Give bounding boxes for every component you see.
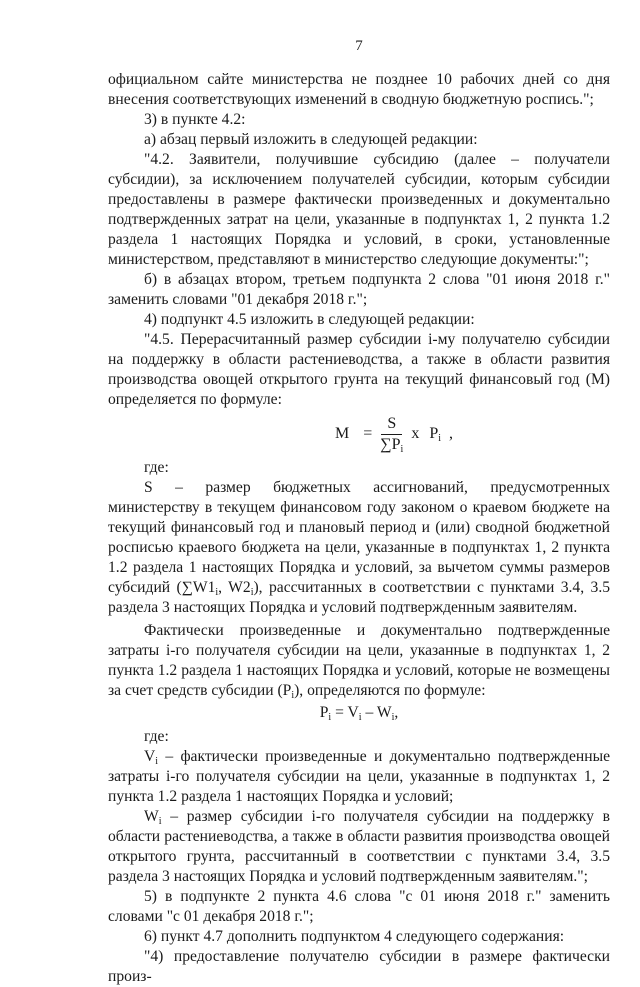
formula-eq: = — [363, 425, 373, 442]
paragraph-w-definition — [108, 807, 610, 887]
text-run: S – размер бюджетных ассигнований, предусмотренных министерству в текущем финансовом году законом о краевом бюджете на текущий финансовый год и плановый период и (или) сводной бюджетной росписью краевого бюджета на цели, указанные в подпунктах 1, 2 пункта 1.2 раздела 1 настоящих Порядка и условий, за вычетом суммы размеров субсидий (∑W1 — [108, 479, 610, 596]
text-run: – размер субсидии i-го получателя субсидии на поддержку в области растениеводства, а также в области развития производства овощей открытого грунта, рассчитанный в соответствии с пунктами 3.4, 3.5 раздела 3 настоящих Порядка и условий подтвержденным заявителям."; — [108, 808, 610, 885]
formula-tail: , — [449, 425, 454, 442]
paragraph: 3) в пункте 4.2: — [144, 111, 246, 128]
paragraph: официальном сайте министерства не позднее 10 рабочих дней со дня внесения соответствующих изменений в сводную бюджетную роспись."; — [108, 71, 610, 108]
paragraph: "4.2. Заявители, получившие субсидию (далее – получатели субсидии), за исключением получателей субсидии, которым субсидии предоставлены в размере фактически произведенных и документально подтвержденных затрат на цели, указанные в подпунктах 1, 2 пункта 1.2 раздела 1 настоящих Порядка и условий, в сроки, установленные министерством, представляют в министерство следующие документы:"; — [108, 151, 610, 268]
formula-var — [429, 424, 441, 444]
formula-denominator — [380, 435, 403, 454]
paragraph: 5) в подпункте 2 пункта 4.6 слова "с 01 июня 2018 г." заменить словами "с 01 декабря 2018 г."; — [108, 888, 610, 925]
text-run: Фактически произведенные и документально подтвержденные затраты i-го получателя субсидии на цели, указанные в подпунктах 1, 2 пункта 1.2 раздела 1 настоящих Порядка и условий, которые не возмещены за счет средств субсидии (P — [108, 622, 610, 699]
subscript: i — [291, 690, 295, 701]
subscript: i — [215, 587, 219, 598]
formula-var-letter: P — [429, 425, 439, 442]
paragraph-fact-costs — [108, 621, 610, 701]
text-run: W — [144, 808, 159, 825]
paragraph-s-definition — [108, 478, 610, 618]
paragraph-v-definition — [108, 747, 610, 807]
text-run: , W2 — [218, 579, 251, 596]
text-run: V — [144, 748, 156, 765]
paragraph: б) в абзацах втором, третьем подпункта 2 слова "01 июня 2018 г." заменить словами "01 декабря 2018 г."; — [108, 271, 610, 308]
formula-lhs: M — [334, 425, 350, 442]
page-number: 7 — [355, 38, 363, 54]
paragraph: а) абзац первый изложить в следующей редакции: — [144, 131, 478, 148]
formula-var-subscript: i — [438, 433, 442, 444]
formula-numerator: S — [381, 415, 402, 435]
subscript: i — [328, 712, 332, 723]
text-run: – фактически произведенные и документально подтвержденные затраты i-го получателя субсидии на цели, указанные в подпунктах 1, 2 пункта 1.2 раздела 1 настоящих Порядка и условий; — [108, 748, 610, 805]
subscript: i — [391, 712, 395, 723]
where-label: где: — [144, 728, 169, 745]
subscript: i — [155, 756, 159, 767]
text-run: ), определяются по формуле: — [294, 682, 486, 699]
denominator-subscript: i — [400, 443, 404, 455]
paragraph: 6) пункт 4.7 дополнить подпунктом 4 следующего содержания: — [144, 928, 565, 945]
formula-eq: = — [331, 704, 348, 721]
paragraph-group-2 — [108, 887, 610, 987]
subscript: i — [158, 816, 162, 827]
formula-w: W — [376, 704, 392, 721]
formula-m — [178, 412, 610, 456]
formula-lhs: P — [319, 704, 329, 721]
where-label: где: — [144, 459, 169, 476]
formula-v: V — [347, 704, 359, 721]
formula-times: x — [411, 425, 420, 442]
paragraph: 4) подпункт 4.5 изложить в следующей редакции: — [144, 311, 475, 328]
formula-p — [108, 703, 610, 725]
formula-tail: , — [394, 704, 399, 721]
subscript: i — [358, 712, 362, 723]
formula-minus: – — [361, 704, 377, 721]
subscript: i — [250, 587, 254, 598]
paragraph-group-1 — [108, 70, 610, 410]
formula-fraction — [380, 415, 403, 454]
paragraph: "4) предоставление получателю субсидии в размере фактически произ- — [108, 948, 610, 985]
text-run: ), рассчитанных в соответствии с пунктами 3.4, 3.5 раздела 3 настоящих Порядка и условий подтвержденным заявителям. — [108, 579, 611, 616]
paragraph: "4.5. Перерасчитанный размер субсидии i-му получателю субсидии на поддержку в области растениеводства, а также в области развития производства овощей открытого грунта на текущий финансовый год (М) определяется по формуле: — [108, 331, 610, 408]
denominator-sum: ∑P — [380, 435, 401, 453]
